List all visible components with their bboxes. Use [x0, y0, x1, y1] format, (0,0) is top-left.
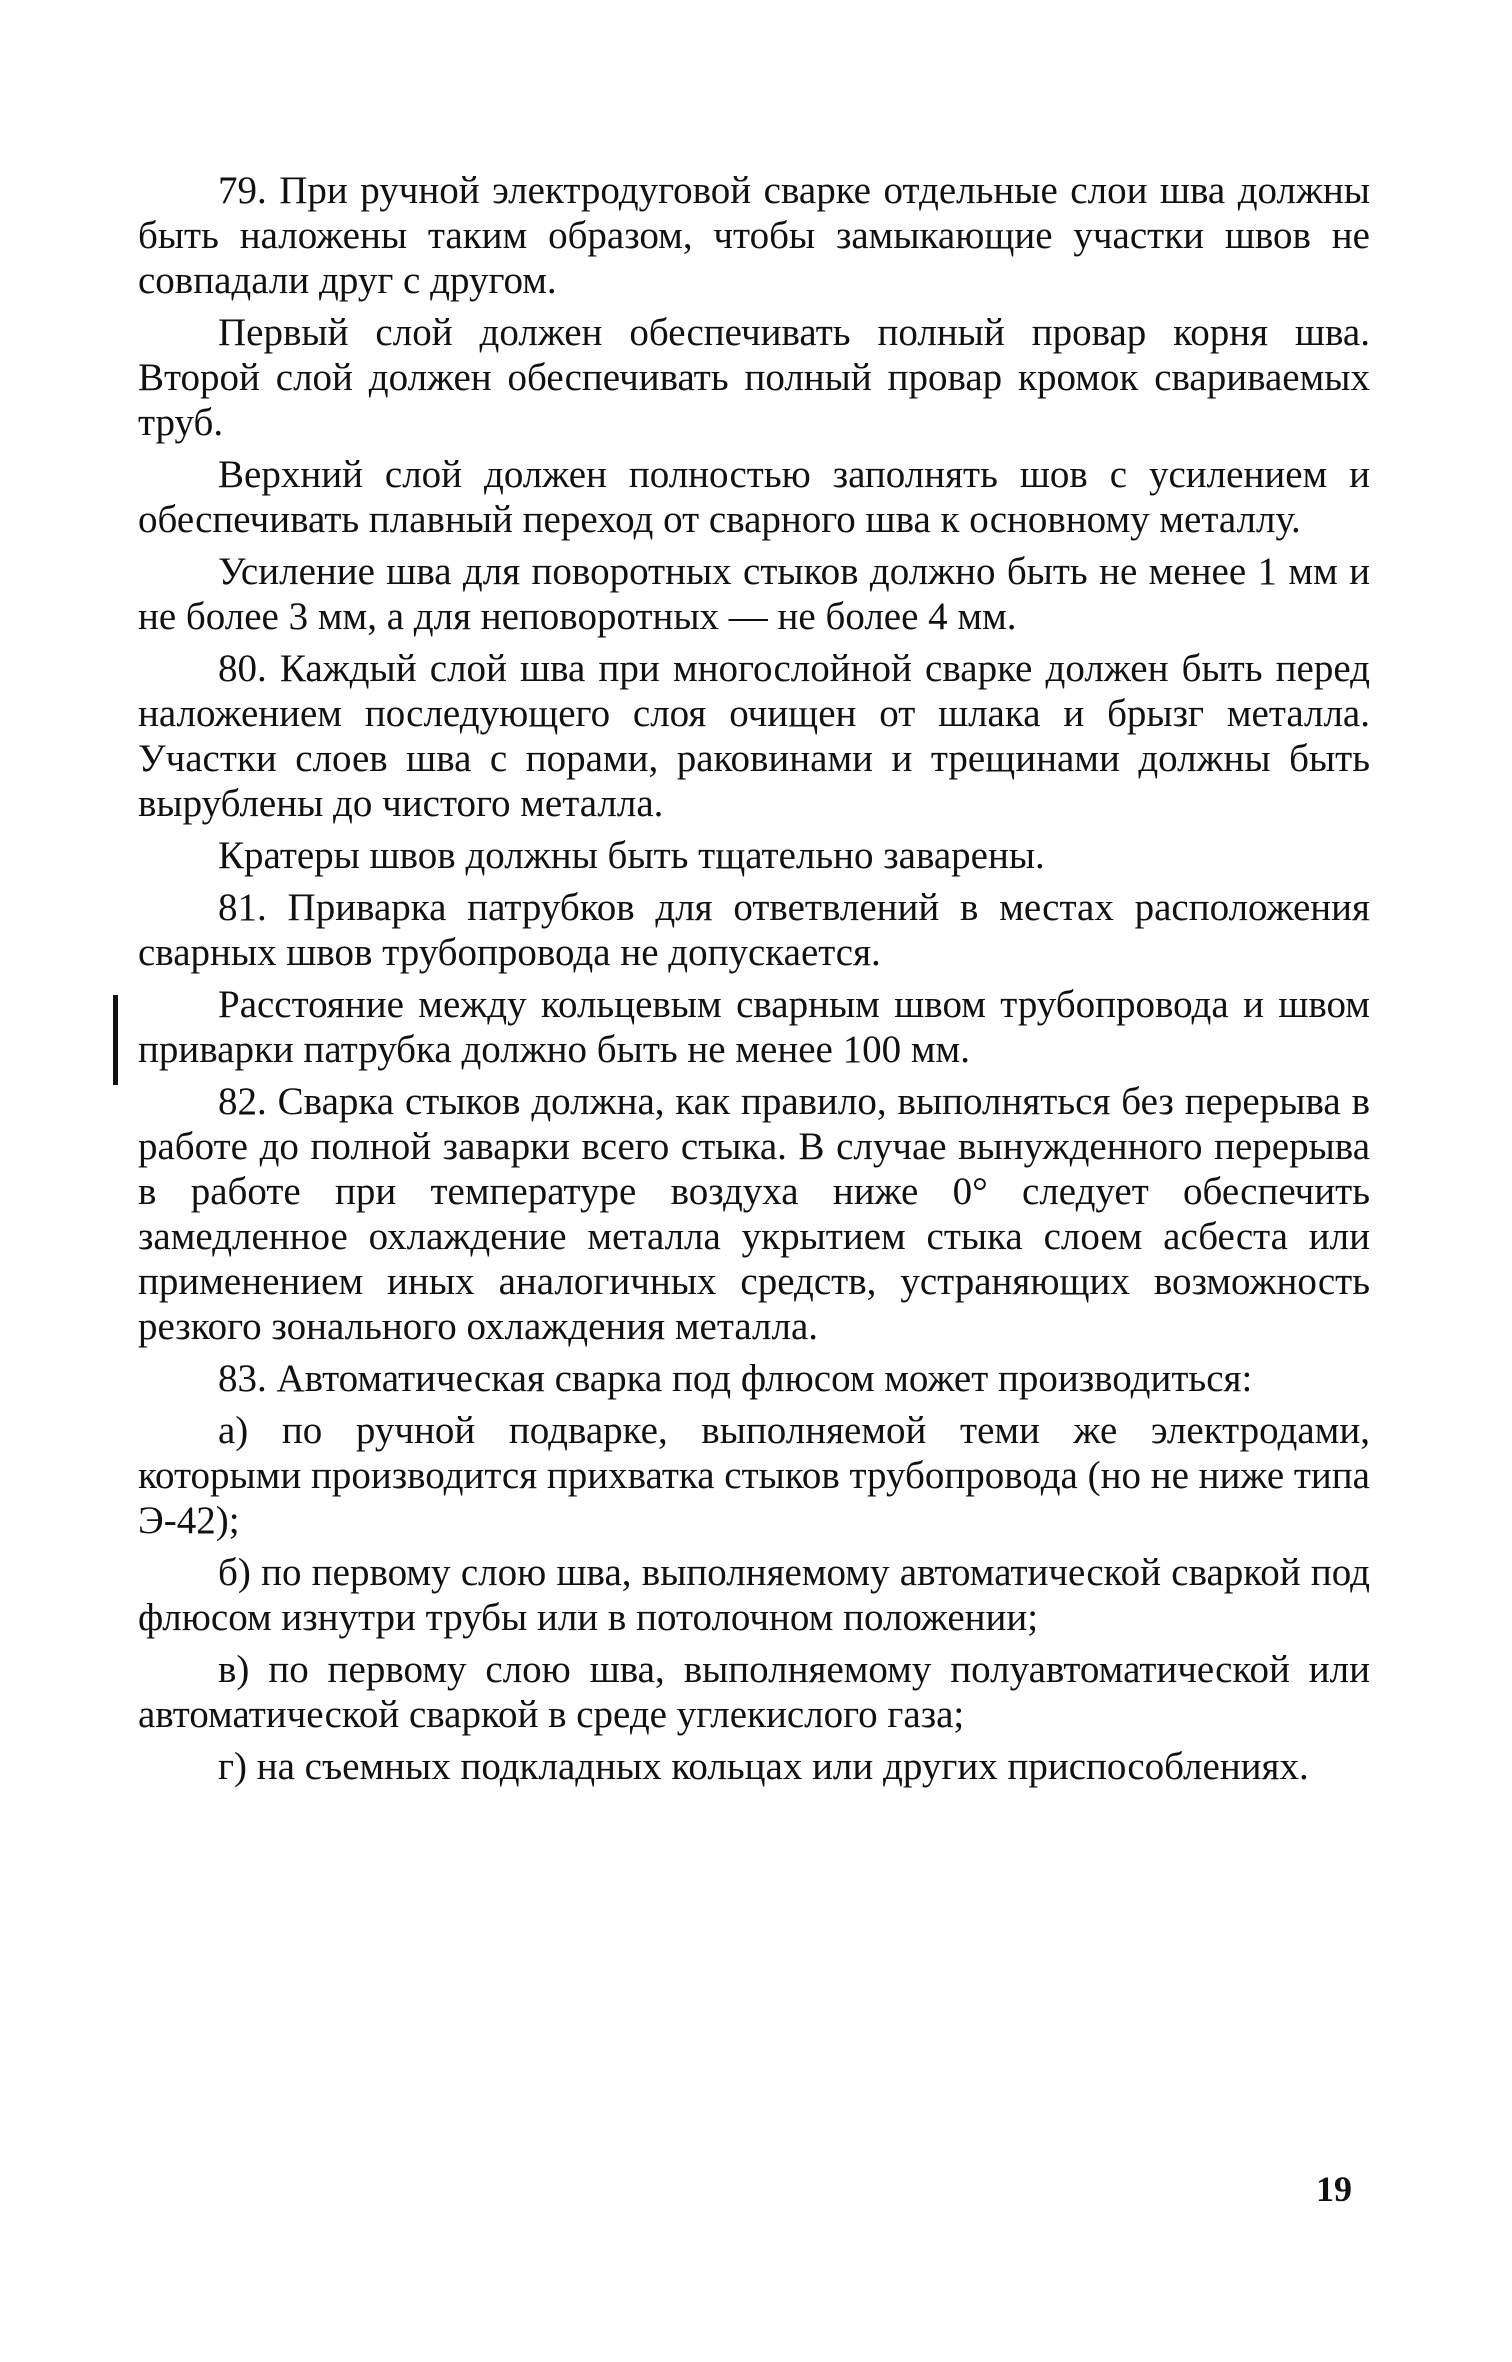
list-item-a: а) по ручной подварке, выполняемой теми же электродами, которыми производится прихватка стыков трубопровода (но не ниже типа Э-42);: [138, 1409, 1370, 1542]
list-item-g: г) на съемных подкладных кольцах или других приспособлениях.: [218, 1745, 1309, 1788]
paragraph-distance: Расстояние между кольцевым сварным швом трубопровода и швом приварки патрубка должно быть не менее 100 мм.: [138, 983, 1370, 1071]
paragraph-craters: Кратеры швов должны быть тщательно заварены.: [218, 834, 1045, 877]
page-number: 19: [1316, 2169, 1352, 2209]
paragraph-83: 83. Автоматическая сварка под флюсом может производиться:: [218, 1357, 1253, 1400]
margin-change-bar: [113, 995, 118, 1085]
paragraph-80: 80. Каждый слой шва при многослойной сварке должен быть перед наложением последующего слоя очищен от шлака и брызг металла. Участки слоев шва с порами, раковинами и трещинами должны быть вырублены до чистого металла.: [138, 647, 1370, 825]
list-item-v: в) по первому слою шва, выполняемому полуавтоматической или автоматической сваркой в среде углекислого газа;: [138, 1648, 1370, 1736]
paragraph-reinforcement: Усиление шва для поворотных стыков должно быть не менее 1 мм и не более 3 мм, а для неповоротных — не более 4 мм.: [138, 550, 1370, 638]
body-text: [138, 168, 1370, 1796]
list-item-b: б) по первому слою шва, выполняемому автоматической сваркой под флюсом изнутри трубы или в потолочном положении;: [138, 1551, 1370, 1639]
paragraph-first-layer: Первый слой должен обеспечивать полный провар корня шва. Второй слой должен обеспечивать полный провар кромок свариваемых труб.: [138, 311, 1370, 444]
paragraph-top-layer: Верхний слой должен полностью заполнять шов с усилением и обеспечивать плавный переход от сварного шва к основному металлу.: [138, 453, 1370, 541]
paragraph-79: 79. При ручной электродуговой сварке отдельные слои шва должны быть наложены таким образом, чтобы замыкающие участки швов не совпадали друг с другом.: [138, 169, 1370, 302]
paragraph-81: 81. Приварка патрубков для ответвлений в местах расположения сварных швов трубопровода не допускается.: [138, 886, 1370, 974]
paragraph-82: 82. Сварка стыков должна, как правило, выполняться без перерыва в работе до полной заварки всего стыка. В случае вынужденного перерыва в работе при температуре воздуха ниже 0° следует обеспечить замедленное охлаждение металла укрытием стыка слоем асбеста или применением иных аналогичных средств, устраняющих возможность резкого зонального охлаждения металла.: [138, 1080, 1370, 1348]
